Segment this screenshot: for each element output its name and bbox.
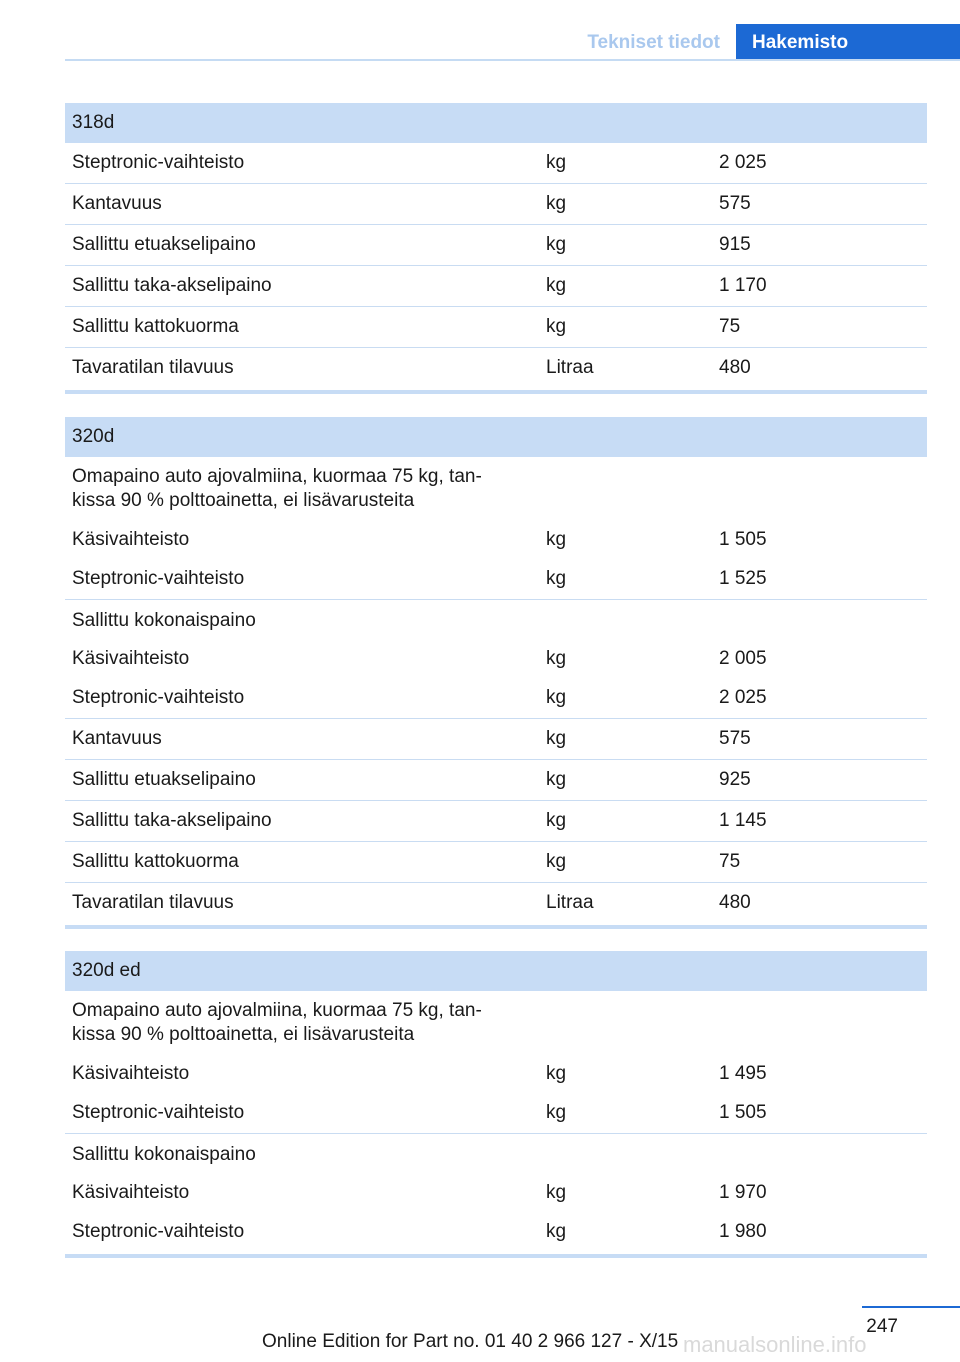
- row-unit: kg: [546, 1182, 567, 1203]
- row-value: 575: [719, 728, 751, 749]
- table-row: [65, 457, 927, 521]
- row-unit: kg: [546, 728, 567, 749]
- page-number: 247: [866, 1316, 898, 1337]
- row-label: Steptronic-vaihteisto: [72, 1102, 245, 1123]
- row-label: Sallittu kokonaispaino: [72, 610, 256, 631]
- table-row: [65, 1055, 927, 1094]
- tab-tekniset-tiedot[interactable]: Tekniset tiedot: [587, 32, 720, 53]
- spec-table-320d-ed: [65, 951, 927, 1258]
- row-value: 1 970: [719, 1182, 767, 1203]
- tab-hakemisto[interactable]: Hakemisto: [736, 24, 960, 61]
- row-unit: kg: [546, 316, 567, 337]
- table-row: [65, 718, 927, 759]
- row-value: 75: [719, 851, 741, 872]
- table-row: [65, 1213, 927, 1252]
- row-value: 925: [719, 769, 751, 790]
- row-label: Omapaino auto ajovalmiina, kuormaa 75 kg, tan- kissa 90 % polttoainetta, ei lisävarusteita: [72, 466, 482, 511]
- row-label: Käsivaihteisto: [72, 1063, 190, 1084]
- edition-footer: Online Edition for Part no. 01 40 2 966 127 - X/15: [262, 1331, 679, 1352]
- table-row: [65, 306, 927, 347]
- row-unit: kg: [546, 810, 567, 831]
- table-title: 320d ed: [65, 951, 927, 991]
- row-value: 75: [719, 316, 741, 337]
- row-value: 1 980: [719, 1221, 767, 1242]
- row-label: Steptronic-vaihteisto: [72, 1221, 245, 1242]
- row-label: Omapaino auto ajovalmiina, kuormaa 75 kg, tan- kissa 90 % polttoainetta, ei lisävarusteita: [72, 1000, 482, 1045]
- table-row: [65, 841, 927, 882]
- table-row: [65, 347, 927, 388]
- spec-table-320d: [65, 417, 927, 929]
- row-label: Käsivaihteisto: [72, 648, 190, 669]
- row-label: Sallittu kokonaispaino: [72, 1144, 256, 1165]
- table-bottom-rule: [65, 390, 927, 394]
- row-label: Kantavuus: [72, 728, 162, 749]
- table-row: [65, 679, 927, 718]
- table-row: [65, 882, 927, 923]
- row-value: 2 005: [719, 648, 767, 669]
- row-value: 1 170: [719, 275, 767, 296]
- row-value: 480: [719, 357, 751, 378]
- table-row: [65, 759, 927, 800]
- row-value: 2 025: [719, 687, 767, 708]
- row-unit: kg: [546, 1102, 567, 1123]
- table-row: [65, 599, 927, 640]
- row-unit: kg: [546, 568, 567, 589]
- row-value: 1 145: [719, 810, 767, 831]
- table-title: 318d: [65, 103, 927, 143]
- table-row: [65, 265, 927, 306]
- table-row: [65, 521, 927, 560]
- row-unit: kg: [546, 152, 567, 173]
- watermark-text: manualsonline.info: [683, 1332, 867, 1357]
- row-unit: kg: [546, 234, 567, 255]
- row-unit: kg: [546, 769, 567, 790]
- row-label: Sallittu taka-akselipaino: [72, 275, 272, 296]
- row-unit: kg: [546, 1221, 567, 1242]
- row-value: 1 495: [719, 1063, 767, 1084]
- row-label: Käsivaihteisto: [72, 529, 190, 550]
- row-value: 480: [719, 892, 751, 913]
- row-label: Sallittu etuakselipaino: [72, 234, 256, 255]
- row-value: 575: [719, 193, 751, 214]
- row-unit: kg: [546, 1063, 567, 1084]
- table-bottom-rule: [65, 925, 927, 929]
- row-label: Tavaratilan tilavuus: [72, 357, 234, 378]
- row-unit: kg: [546, 687, 567, 708]
- table-title: 320d: [65, 417, 927, 457]
- row-label: Steptronic-vaihteisto: [72, 687, 245, 708]
- row-label: Sallittu etuakselipaino: [72, 769, 256, 790]
- table-row: [65, 1174, 927, 1213]
- table-row: [65, 1094, 927, 1133]
- row-unit: Litraa: [546, 357, 594, 378]
- row-unit: kg: [546, 275, 567, 296]
- row-value: 1 505: [719, 1102, 767, 1123]
- row-unit: Litraa: [546, 892, 594, 913]
- table-row: [65, 640, 927, 679]
- table-row: [65, 800, 927, 841]
- spec-table-318d: [65, 103, 927, 394]
- table-row: [65, 183, 927, 224]
- row-label: Sallittu kattokuorma: [72, 316, 239, 337]
- page-number-rule: [862, 1306, 960, 1308]
- row-label: Käsivaihteisto: [72, 1182, 190, 1203]
- row-label: Sallittu kattokuorma: [72, 851, 239, 872]
- table-row: [65, 991, 927, 1055]
- table-row: [65, 143, 927, 183]
- row-label: Steptronic-vaihteisto: [72, 152, 245, 173]
- row-value: 915: [719, 234, 751, 255]
- row-unit: kg: [546, 851, 567, 872]
- table-row: [65, 1133, 927, 1174]
- table-row: [65, 560, 927, 599]
- row-label: Tavaratilan tilavuus: [72, 892, 234, 913]
- table-bottom-rule: [65, 1254, 927, 1258]
- row-unit: kg: [546, 529, 567, 550]
- row-unit: kg: [546, 193, 567, 214]
- row-value: 2 025: [719, 152, 767, 173]
- row-value: 1 505: [719, 529, 767, 550]
- table-row: [65, 224, 927, 265]
- row-label: Kantavuus: [72, 193, 162, 214]
- row-label: Steptronic-vaihteisto: [72, 568, 245, 589]
- header-divider: [65, 59, 960, 61]
- row-unit: kg: [546, 648, 567, 669]
- row-value: 1 525: [719, 568, 767, 589]
- row-label: Sallittu taka-akselipaino: [72, 810, 272, 831]
